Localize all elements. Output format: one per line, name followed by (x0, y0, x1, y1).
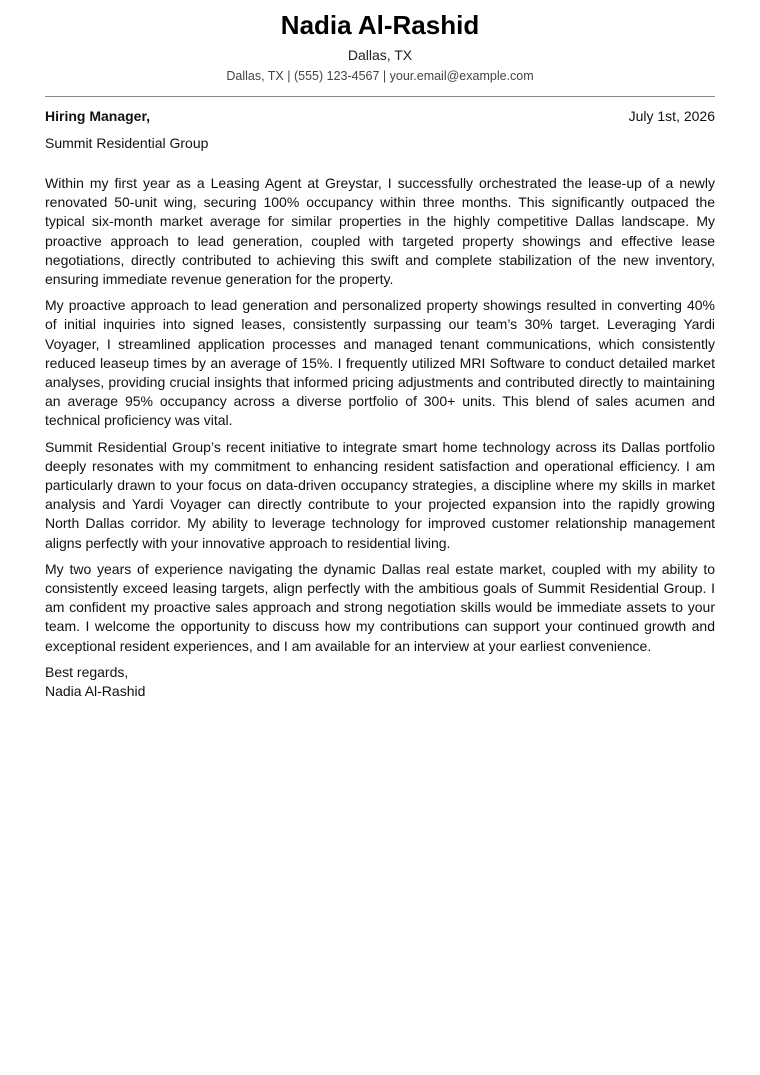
body-paragraph: Summit Residential Group’s recent initiative to integrate smart home technology across its Dallas portfolio deeply resonates with my commitment to enhancing resident satisfaction and operational efficiency. I am particularly drawn to your focus on data-driven occupancy strategies, a discipline where my skills in market analysis and Yardi Voyager can directly contribute to your projected expansion into the rapidly growing North Dallas corridor. My ability to leverage technology for improved customer relationship management aligns perfectly with your innovative approach to residential living. (45, 438, 715, 551)
recipient-company: Summit Residential Group (45, 135, 209, 151)
signature-name: Nadia Al-Rashid (45, 683, 146, 700)
body-paragraph: My proactive approach to lead generation and personalized property showings resulted in converting 40% of initial inquiries into signed leases, consistently surpassing our team’s 30% target. Leveraging Yardi Voyager, I streamlined application processes and managed tenant communications, which consistently reduced leaseup times by an average of 15%. I frequently utilized MRI Software to conduct detailed market analyses, providing crucial insights that informed pricing adjustments and contributed directly to maintaining an average 95% occupancy across a diverse portfolio of 300+ units. This blend of sales acumen and technical proficiency was vital. (45, 297, 715, 429)
recipient-date-row (45, 107, 715, 125)
body-paragraph: Within my first year as a Leasing Agent at Greystar, I successfully orchestrated the lease-up of a newly renovated 50-unit wing, securing 100% occupancy within three months. This significantly outpaced the typical six-month market average for similar properties in the highly competitive Dallas landscape. My proactive approach to lead generation, coupled with targeted property showings and effective lease negotiations, directly contributed to achieving this swift and complete stabilization of the new inventory, ensuring immediate revenue generation for the property. (45, 175, 715, 288)
letter-header (45, 0, 715, 84)
applicant-location: Dallas, TX (347, 47, 413, 63)
applicant-name: Nadia Al-Rashid (280, 10, 480, 40)
body-paragraph: My two years of experience navigating the dynamic Dallas real estate market, coupled with my ability to consistently exceed leasing targets, align perfectly with the ambitious goals of Summit Residential Group. I am confident my proactive sales approach and strong negotiation skills would be immediate assets to your team. I welcome the opportunity to discuss how my contributions can support your continued growth and exceptional resident experiences, and I am available for an interview at your earliest convenience. (45, 560, 715, 654)
recipient-salutation: Hiring Manager, (45, 108, 151, 124)
letter-date: July 1st, 2026 (628, 108, 715, 124)
letter-closing (45, 663, 715, 701)
applicant-contact-line: Dallas, TX | (555) 123-4567 | your.email@example.com (226, 69, 534, 83)
valediction: Best regards, (45, 663, 129, 680)
letter-body (45, 174, 715, 656)
header-divider (45, 96, 715, 97)
